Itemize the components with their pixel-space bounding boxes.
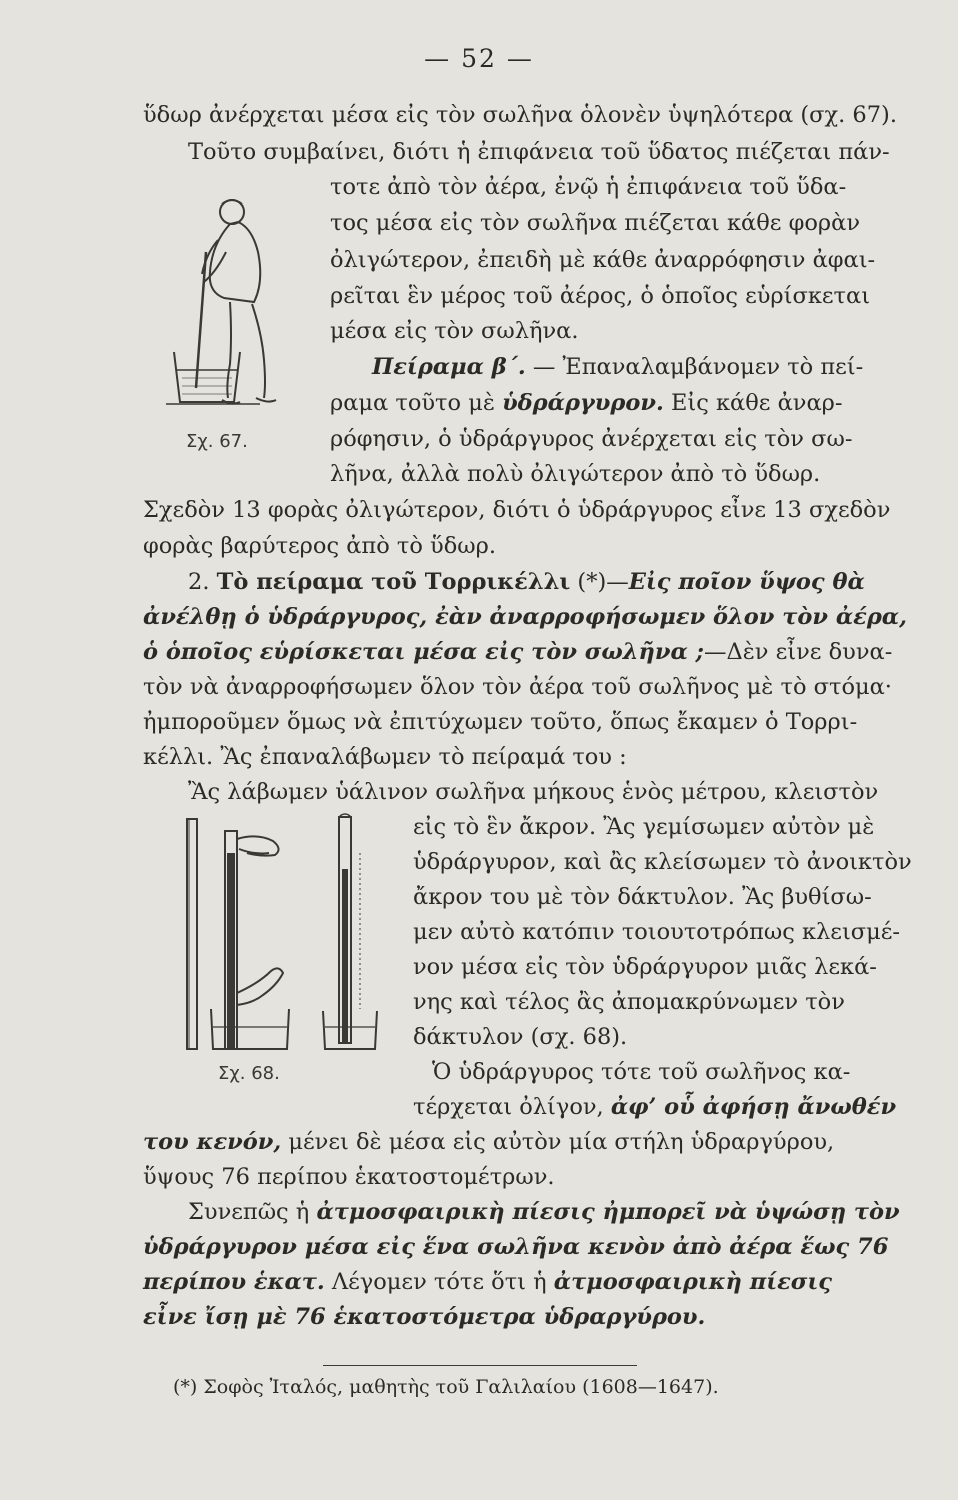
text-line-23: ἄκρον του μὲ τὸν δάκτυλον. Ἂς βυθίσω-: [413, 884, 872, 910]
text-line-24: μεν αὐτὸ κατόπιν τοιουτοτρόπως κλεισμέ-: [413, 919, 901, 945]
text-line-35: [143, 1303, 705, 1331]
text-line-21: εἰς τὸ ἓν ἄκρον. Ἂς γεμίσωμεν αὐτὸν μὲ: [413, 814, 875, 840]
footnote-divider: [323, 1365, 637, 1366]
text-line-9: [330, 389, 842, 417]
page-number: — 52 —: [424, 44, 534, 73]
text-span: 2.: [188, 569, 217, 595]
text-line-15: [143, 603, 907, 631]
text-line-10: ρόφησιν, ὁ ὑδράργυρος ἀνέρχεται εἰς τὸν σω-: [330, 426, 853, 452]
text-line-3: τοτε ἀπὸ τὸν ἀέρα, ἐνῷ ἡ ἐπιφάνεια τοῦ ὕδα-: [330, 174, 847, 200]
text-line-31: ὕψους 76 περίπου ἑκατοστομέτρων.: [143, 1164, 555, 1190]
question-text: Εἰς ποῖον ὕψος θὰ: [628, 569, 865, 595]
text-span: —Δὲν εἶνε δυνα-: [703, 639, 893, 665]
text-line-11: λῆνα, ἀλλὰ πολὺ ὀλιγώτερον ἀπὸ τὸ ὕδωρ.: [330, 461, 821, 487]
text-line-22: ὑδράργυρον, καὶ ἂς κλείσωμεν τὸ ἀνοικτὸν: [413, 849, 912, 875]
text-span: Συνεπῶς ἡ: [188, 1199, 317, 1225]
text-span: ραμα τοῦτο μὲ: [330, 390, 503, 416]
text-line-6: ρεῖται ἓν μέρος τοῦ ἀέρος, ὁ ὁποῖος εὑρίσκεται: [330, 283, 871, 309]
text-line-2: Τοῦτο συμβαίνει, διότι ἡ ἐπιφάνεια τοῦ ὕδατος πιέζεται πάν-: [188, 139, 890, 165]
text-line-12: Σχεδὸν 13 φορὰς ὀλιγώτερον, διότι ὁ ὑδράργυρος εἶνε 13 σχεδὸν: [143, 497, 891, 523]
text-line-17: τὸν νὰ ἀναρροφήσωμεν ὅλον τὸν ἀέρα τοῦ σωλῆνος μὲ τὸ στόμα·: [143, 674, 892, 700]
text-line-1: ὕδωρ ἀνέρχεται μέσα εἰς τὸν σωλῆνα ὁλονὲν ὑψηλότερα (σχ. 67).: [143, 102, 897, 128]
text-line-32: [188, 1198, 900, 1226]
torricelli-heading: Τὸ πείραμα τοῦ Τορρικέλλι: [216, 569, 571, 595]
text-line-16: [143, 638, 892, 666]
text-line-34: [143, 1268, 832, 1296]
mercury-term: ὑδράργυρον.: [502, 390, 664, 416]
text-span: μένει δὲ μέσα εἰς αὐτὸν μία στήλη ὑδραργύρου,: [281, 1129, 835, 1155]
figure-68-caption: Σχ. 68.: [218, 1063, 280, 1084]
question-text: ἀνέλθῃ ὁ ὑδράργυρος, ἐὰν ἀναρροφήσωμεν ὅλον τὸν ἀέρα,: [143, 604, 907, 630]
text-line-27: δάκτυλον (σχ. 68).: [413, 1024, 628, 1050]
footnote: (*) Σοφὸς Ἰταλός, μαθητὴς τοῦ Γαλιλαίου (1608—1647).: [173, 1376, 719, 1398]
emphasis-text: ἀφ’ οὗ ἀφήσῃ ἄνωθέν: [610, 1094, 897, 1120]
figure-67-caption: Σχ. 67.: [186, 431, 248, 452]
text-line-4: τος μέσα εἰς τὸν σωλῆνα πιέζεται κάθε φορὰν: [330, 210, 861, 236]
text-line-14: [188, 568, 865, 596]
emphasis-text: περίπου ἑκατ.: [143, 1269, 325, 1295]
text-span: — Ἐπαναλαμβάνομεν τὸ πεί-: [525, 354, 864, 380]
text-span: Λέγομεν τότε ὅτι ἡ: [324, 1269, 554, 1295]
text-line-18: ἠμποροῦμεν ὅμως νὰ ἐπιτύχωμεν τοῦτο, ὅπως ἔκαμεν ὁ Τορρι-: [143, 709, 858, 735]
emphasis-text: ἀτμοσφαιρικὴ πίεσις ἠμπορεῖ νὰ ὑψώσῃ τὸν: [316, 1199, 900, 1225]
text-line-19: κέλλι. Ἂς ἐπαναλάβωμεν τὸ πείραμά του :: [143, 744, 627, 770]
text-span: (*)—: [570, 569, 629, 595]
experiment-beta-title: Πείραμα β΄.: [372, 354, 526, 380]
text-line-28: Ὁ ὑδράργυρος τότε τοῦ σωλῆνος κα-: [432, 1059, 851, 1085]
text-line-30: [143, 1128, 834, 1156]
text-line-7: μέσα εἰς τὸν σωλῆνα.: [330, 318, 579, 344]
text-line-13: φορὰς βαρύτερος ἀπὸ τὸ ὕδωρ.: [143, 533, 496, 559]
emphasis-text: ὑδράργυρον μέσα εἰς ἕνα σωλῆνα κενὸν ἀπὸ ἀέρα ἕως 76: [143, 1234, 889, 1260]
text-line-25: νον μέσα εἰς τὸν ὑδράργυρον μιᾶς λεκά-: [413, 954, 877, 980]
text-line-29: [413, 1093, 896, 1121]
text-span: Εἰς κάθε ἀναρ-: [663, 390, 843, 416]
figure-68-illustration: [175, 813, 390, 1056]
text-span: τέρχεται ὀλίγον,: [413, 1094, 611, 1120]
text-line-26: νης καὶ τέλος ἂς ἀπομακρύνωμεν τὸν: [413, 989, 845, 1015]
text-line-33: [143, 1233, 888, 1261]
emphasis-text: του κενόν,: [143, 1129, 282, 1155]
emphasis-text: ἀτμοσφαιρικὴ πίεσις: [553, 1269, 832, 1295]
question-text: ὁ ὁποῖος εὑρίσκεται μέσα εἰς τὸν σωλῆνα ;: [143, 639, 704, 665]
text-line-8: [372, 353, 863, 381]
figure-67-illustration: [160, 192, 322, 418]
text-line-5: ὀλιγώτερον, ἐπειδὴ μὲ κάθε ἀναρρόφησιν ἀφαι-: [330, 247, 876, 273]
emphasis-text: εἶνε ἴσῃ μὲ 76 ἑκατοστόμετρα ὑδραργύρου.: [143, 1304, 706, 1330]
text-line-20: Ἂς λάβωμεν ὑάλινον σωλῆνα μήκους ἑνὸς μέτρου, κλειστὸν: [188, 779, 879, 805]
